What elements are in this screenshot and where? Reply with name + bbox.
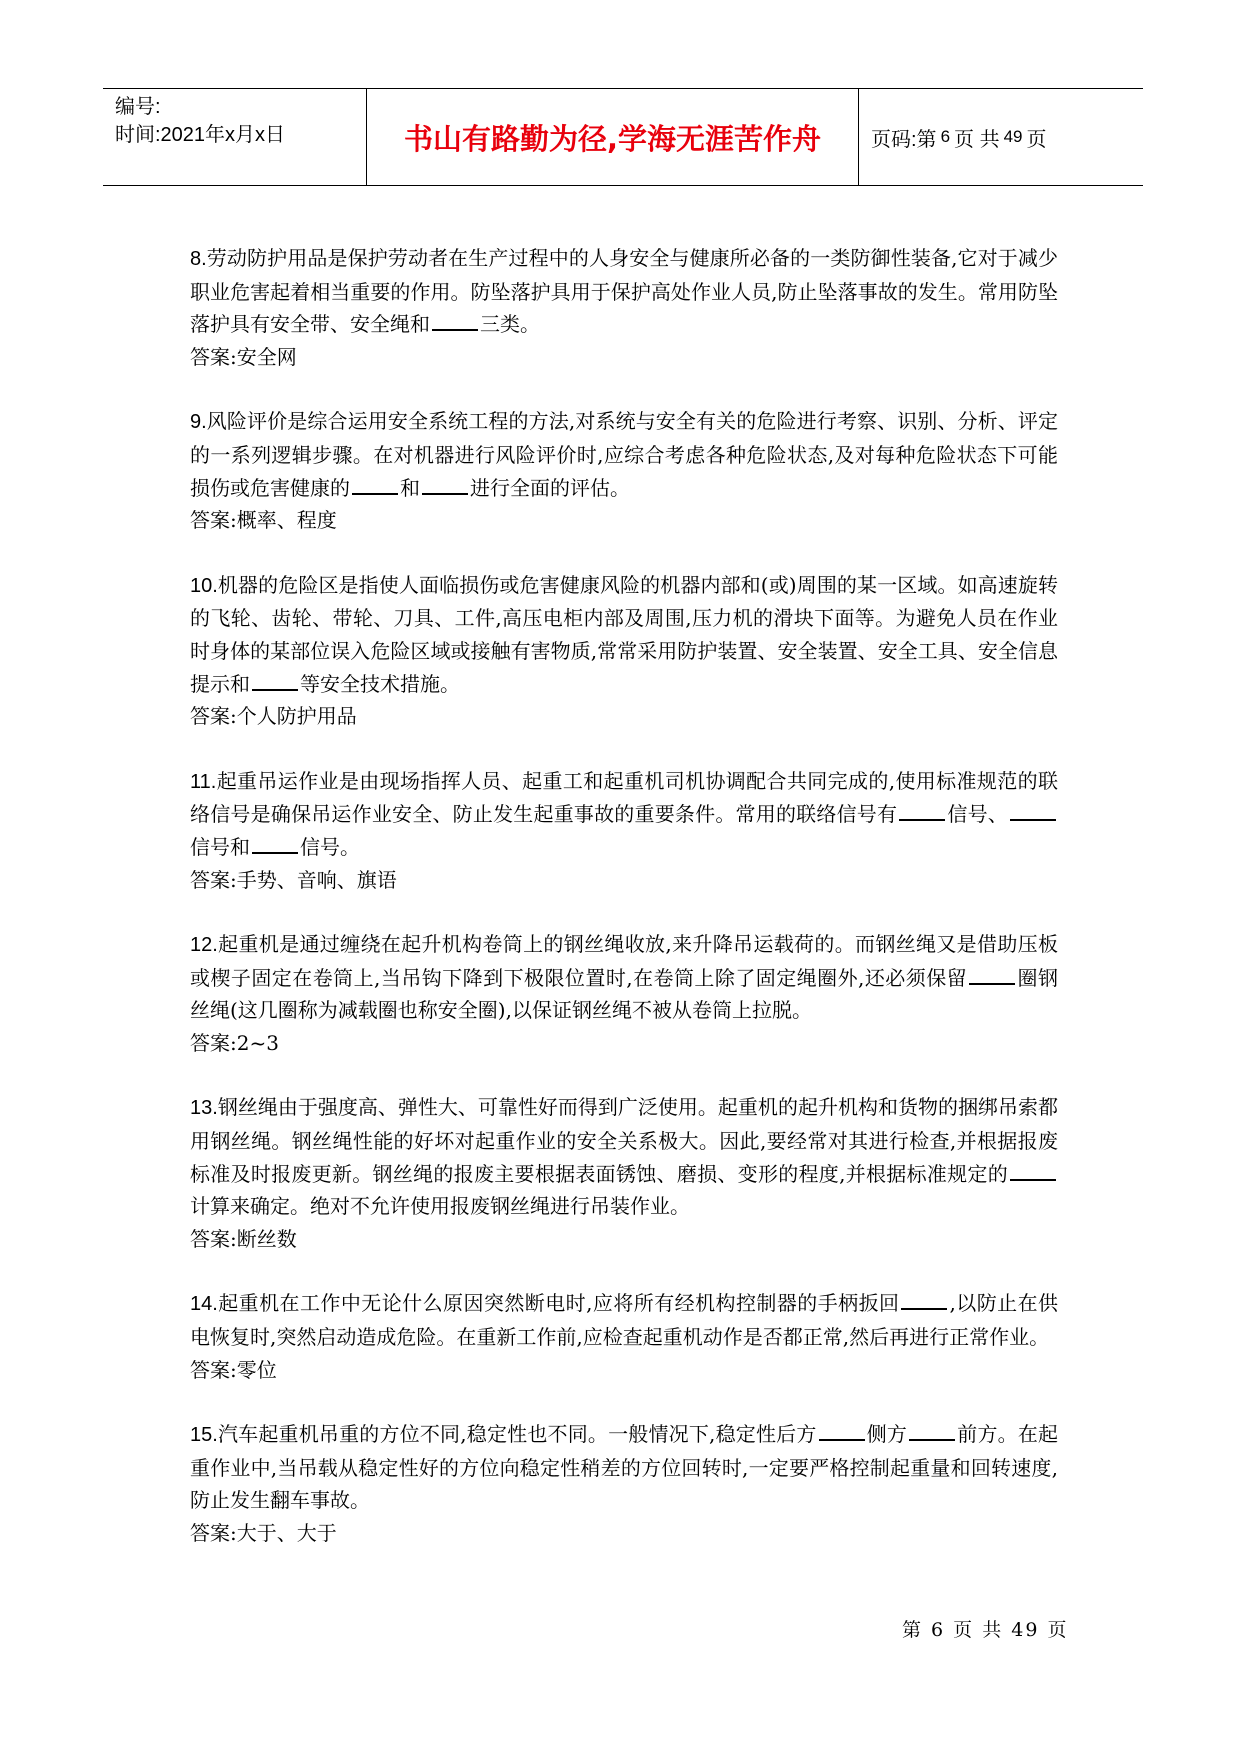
question-list (190, 242, 1058, 1582)
page-mid: 页 共 (954, 128, 1000, 151)
question-text-segment: 信号。 (300, 834, 360, 859)
question-text-segment: 三类。 (480, 312, 540, 337)
question-text-segment: 劳动防护用品是保护劳动者在生产过程中的人身安全与健康所必备的一类防御性装备,它对于减少职业危害起着相当重要的作用。防坠落护具用于保护高处作业人员,防止坠落事故的发生。常用防坠落护具有安全带、安全绳和 (190, 246, 1058, 337)
answer-blank (1010, 1161, 1056, 1181)
answer-label: 答案: (190, 344, 237, 369)
question-text-segment: 信号、 (947, 802, 1009, 827)
serial-label: 编号: (115, 96, 161, 118)
answer-value: 个人防护用品 (236, 704, 357, 729)
question-text-segment: 进行全面的评估。 (470, 475, 630, 500)
answer-value: 安全网 (236, 344, 297, 369)
header-info (103, 89, 367, 185)
answer-label: 答案: (190, 1030, 237, 1055)
answer-label: 答案: (190, 704, 237, 729)
question-text-segment: 起重机在工作中无论什么原因突然断电时,应将所有经机构控制器的手柄扳回 (217, 1291, 900, 1316)
answer-value: 大于、大于 (236, 1521, 337, 1545)
question-text (190, 928, 1058, 1027)
answer-label: 答案: (190, 1521, 237, 1545)
question-number: 9. (190, 411, 207, 434)
question-text-segment: 和 (400, 475, 420, 500)
answer-line (190, 864, 1058, 897)
question-text-segment: 等安全技术措施。 (300, 671, 460, 696)
question-text-segment: 风险评价是综合运用安全系统工程的方法,对系统与安全有关的危险进行考察、识别、分析、评定的一系列逻辑步骤。在对机器进行风险评价时,应综合考虑各种危险状态,及对每种危险状态下可能损伤或危害健康的 (190, 409, 1058, 500)
answer-value: 手势、音响、旗语 (236, 867, 397, 892)
page-prefix: 页码:第 (871, 128, 937, 151)
answer-blank (909, 1421, 955, 1441)
question-number: 10. (190, 574, 218, 597)
answer-value: 概率、程度 (236, 508, 337, 533)
question-text-segment: 钢丝绳由于强度高、弹性大、可靠性好而得到广泛使用。起重机的起升机构和货物的捆绑吊索都用钢丝绳。钢丝绳性能的好坏对起重作业的安全关系极大。因此,要经常对其进行检查,并根据报废标准及时报废更新。钢丝绳的报废主要根据表面锈蚀、磨损、变形的程度,并根据标准规定的 (190, 1095, 1058, 1186)
question-text-segment: 汽车起重机吊重的方位不同,稳定性也不同。一般情况下,稳定性后方 (217, 1422, 817, 1447)
answer-line (190, 1354, 1058, 1387)
question-text-segment: ,以防止在供电恢复时,突然启动造成危险。在重新工作前,应检查起重机动作是否都正常,然后再进行正常作业。 (190, 1291, 1059, 1350)
question-number: 8. (190, 248, 207, 270)
answer-blank (819, 1421, 865, 1441)
answer-blank (1010, 801, 1056, 821)
question-text (190, 1091, 1058, 1222)
question-number: 13. (190, 1097, 218, 1120)
question-text (190, 569, 1058, 700)
answer-line (190, 1517, 1058, 1550)
answer-blank (252, 834, 298, 854)
question-text-segment: 机器的危险区是指使人面临损伤或危害健康风险的机器内部和(或)周围的某一区域。如高速旋转的飞轮、齿轮、带轮、刀具、工件,高压电柜内部及周围,压力机的滑块下面等。为避免人员在作业时身体的某部位误入危险区域或接触有害物质,常常采用防护装置、安全装置、安全工具、安全信息提示和 (190, 572, 1058, 696)
question-text (190, 765, 1058, 864)
answer-blank (969, 965, 1015, 985)
question-number: 15. (190, 1424, 218, 1447)
answer-blank (899, 801, 945, 821)
answer-value: 断丝数 (236, 1226, 297, 1251)
time-text: 时间:2021年x月x日 (115, 124, 286, 146)
answer-blank (352, 475, 398, 495)
answer-line (190, 1223, 1058, 1256)
page-footer: 第 6 页 共 49 页 (902, 1619, 1069, 1641)
page-header (103, 88, 1143, 186)
question-text (190, 1418, 1058, 1517)
question-text-segment: 信号和 (190, 834, 250, 859)
question-item (190, 242, 1058, 373)
question-text-segment: 起重机是通过缠绕在起升机构卷筒上的钢丝绳收放,来升降吊运载荷的。而钢丝绳又是借助压板或楔子固定在卷筒上,当吊钩下降到下极限位置时,在卷筒上除了固定绳圈外,还必须保留 (190, 932, 1058, 990)
page-current: 6 (940, 127, 951, 146)
question-item (190, 765, 1058, 896)
question-text-segment: 计算来确定。绝对不允许使用报废钢丝绳进行吊装作业。 (190, 1194, 690, 1219)
answer-blank (901, 1290, 947, 1310)
answer-label: 答案: (190, 1226, 237, 1251)
question-number: 11. (190, 770, 217, 793)
question-text-segment: 前方。在起重作业中,当吊载从稳定性好的方位向稳定性稍差的方位回转时,一定要严格控制起重量和回转速度,防止发生翻车事故。 (190, 1422, 1059, 1513)
question-item (190, 569, 1058, 733)
answer-line (190, 700, 1058, 733)
answer-value: 零位 (236, 1357, 277, 1382)
question-number: 12. (190, 934, 218, 957)
answer-blank (252, 671, 298, 691)
question-text-segment: 圈钢丝绳(这几圈称为减载圈也称安全圈),以保证钢丝绳不被从卷筒上拉脱。 (190, 965, 1058, 1023)
answer-line (190, 504, 1058, 537)
answer-blank (422, 475, 468, 495)
page-suffix: 页 (1026, 128, 1047, 151)
answer-label: 答案: (190, 867, 237, 892)
answer-line (190, 341, 1058, 374)
question-text-segment: 侧方 (866, 1422, 908, 1447)
header-page-info (859, 89, 1143, 185)
question-text (190, 242, 1058, 341)
header-motto: 书山有路勤为径,学海无涯苦作舟 (367, 89, 859, 185)
question-item (190, 405, 1058, 536)
answer-label: 答案: (190, 508, 237, 533)
question-text (190, 1287, 1058, 1353)
answer-blank (432, 311, 478, 331)
question-text-segment: 起重吊运作业是由现场指挥人员、起重工和起重机司机协调配合共同完成的,使用标准规范的联络信号是确保吊运作业安全、防止发生起重事故的重要条件。常用的联络信号有 (190, 768, 1058, 827)
answer-line (190, 1027, 1058, 1060)
question-number: 14. (190, 1293, 218, 1316)
question-item (190, 1287, 1058, 1386)
answer-value: 2~3 (236, 1030, 279, 1055)
page-total: 49 (1003, 127, 1023, 146)
question-item (190, 928, 1058, 1059)
question-item (190, 1418, 1058, 1549)
answer-label: 答案: (190, 1357, 237, 1382)
question-text (190, 405, 1058, 504)
question-item (190, 1091, 1058, 1255)
